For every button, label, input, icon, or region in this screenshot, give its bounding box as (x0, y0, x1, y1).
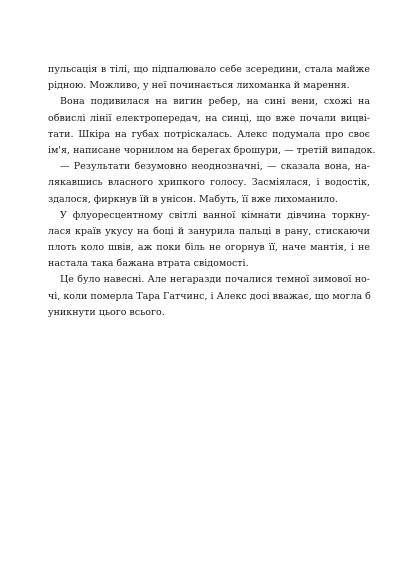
text-line: Це було навесні. Але негаразди почалися темної зимової но- (60, 274, 370, 286)
text-line: лася країв укусу на боці й занурила пальці в рану, стискаючи (48, 225, 370, 237)
text-line: чі, коли померла Тара Гатчинс, і Алекс досі вважає, що могла б (48, 290, 371, 302)
text-line: пульсація в тілі, що підпалювало себе зсередини, стала майже (48, 64, 370, 75)
text-line: рідною. Можливо, у неї починається лихоманка й марення. (48, 80, 350, 92)
paragraph-2 (48, 94, 376, 159)
text-line: уникнути цього всього. (48, 306, 165, 318)
paragraph-3 (48, 159, 370, 208)
text-line: тати. Шкіра на губах потріскалась. Алекс подумала про своє (48, 128, 370, 140)
text-line: плоть коло швів, аж поки біль не огорнув її, наче мантія, і не (48, 242, 370, 254)
text-line: — Результати безумовно неоднозначні, — сказала вона, на- (60, 161, 370, 173)
text-line: обвислі лінії електропередач, на синці, що вже почали вицві- (48, 112, 370, 124)
paragraph-4 (48, 208, 370, 273)
text-line: настала така бажана втрата свідомості. (48, 258, 249, 270)
paragraph-5 (48, 272, 370, 321)
text-line: лякавшись власного хрипкого голосу. Засміялася, і водостік, (48, 177, 370, 189)
body-text (48, 62, 376, 321)
text-line: Вона подивилася на вигин ребер, на сині вени, схожі на (60, 96, 370, 108)
text-line: здалося, фиркнув їй в унісон. Мабуть, її вже лихоманило. (48, 193, 338, 205)
text-line: ім'я, написане чорнилом на берегах брошури, — третій випадок. (48, 144, 376, 156)
paragraph-1 (48, 62, 370, 94)
text-line: У флуоресцентному світлі ванної кімнати дівчина торкну- (60, 209, 370, 221)
